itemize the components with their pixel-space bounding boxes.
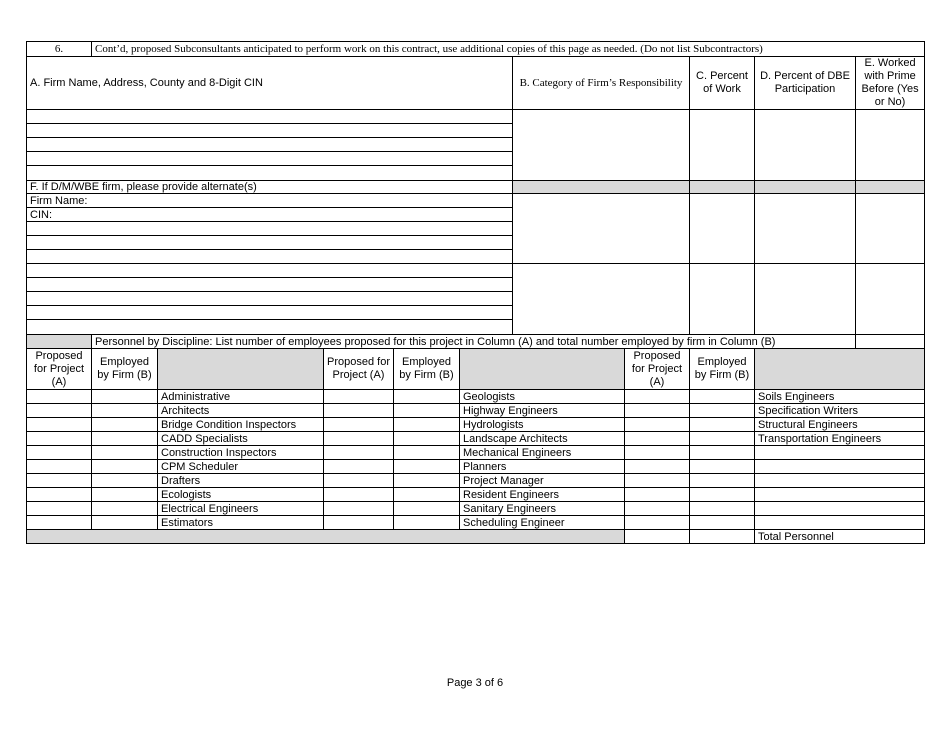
employed-count-field[interactable] (92, 390, 158, 404)
proposed-count-field[interactable] (27, 390, 92, 404)
discipline-label: Drafters (158, 474, 324, 488)
proposed-count-field[interactable] (27, 474, 92, 488)
alternate-line[interactable] (27, 292, 513, 306)
proposed-count-field[interactable] (324, 446, 394, 460)
alternate-line[interactable] (27, 236, 513, 250)
proposed-count-field[interactable] (27, 432, 92, 446)
alternate-line[interactable] (27, 278, 513, 292)
header-proposed-for-project: Proposed for Project (A) (27, 349, 92, 390)
discipline-label: CADD Specialists (158, 432, 324, 446)
discipline-label: Structural Engineers (755, 418, 925, 432)
discipline-label: Bridge Condition Inspectors (158, 418, 324, 432)
discipline-label: Construction Inspectors (158, 446, 324, 460)
proposed-count-field[interactable] (625, 502, 690, 516)
shaded-cell (27, 530, 625, 544)
discipline-label: Electrical Engineers (158, 502, 324, 516)
proposed-count-field[interactable] (324, 516, 394, 530)
discipline-label: Mechanical Engineers (460, 446, 625, 460)
header-percent-work: C. Percent of Work (690, 57, 755, 110)
discipline-label (755, 502, 925, 516)
proposed-count-field[interactable] (324, 418, 394, 432)
alternate-line[interactable] (27, 222, 513, 236)
discipline-label: Specification Writers (755, 404, 925, 418)
employed-count-field[interactable] (394, 488, 460, 502)
alternate-percent-work-field[interactable] (690, 194, 755, 264)
discipline-label: Soils Engineers (755, 390, 925, 404)
employed-count-field[interactable] (690, 432, 755, 446)
employed-count-field[interactable] (690, 460, 755, 474)
discipline-label (755, 446, 925, 460)
header-proposed-for-project: Proposed for Project (A) (625, 349, 690, 390)
discipline-label: Administrative (158, 390, 324, 404)
alternate-cin-field[interactable]: CIN: (27, 208, 513, 222)
page-number: Page 3 of 6 (446, 677, 504, 689)
proposed-count-field[interactable] (625, 446, 690, 460)
discipline-label: Ecologists (158, 488, 324, 502)
firm-line[interactable] (27, 152, 513, 166)
employed-count-field[interactable] (690, 502, 755, 516)
employed-count-field[interactable] (394, 446, 460, 460)
proposed-count-field[interactable] (625, 418, 690, 432)
shaded-cell (755, 349, 925, 390)
proposed-count-field[interactable] (27, 460, 92, 474)
proposed-count-field[interactable] (625, 474, 690, 488)
employed-count-field[interactable] (92, 488, 158, 502)
employed-count-field[interactable] (690, 404, 755, 418)
proposed-count-field[interactable] (27, 516, 92, 530)
alternate-percent-work-field[interactable] (690, 264, 755, 335)
header-firm-name: A. Firm Name, Address, County and 8-Digit CIN (27, 57, 513, 110)
alternate-worked-before-field[interactable] (856, 194, 925, 264)
proposed-count-field[interactable] (27, 418, 92, 432)
firm-line[interactable] (27, 110, 513, 124)
discipline-row (27, 432, 925, 446)
discipline-rows (27, 390, 925, 530)
firm-percent-work-field[interactable] (690, 110, 755, 181)
alternate-category-field[interactable] (513, 264, 690, 335)
proposed-count-field[interactable] (27, 502, 92, 516)
proposed-count-field[interactable] (324, 460, 394, 474)
header-employed-by-firm: Employed by Firm (B) (690, 349, 755, 390)
employed-count-field[interactable] (690, 446, 755, 460)
employed-count-field[interactable] (394, 502, 460, 516)
shaded-cell (513, 181, 690, 194)
header-employed-by-firm: Employed by Firm (B) (394, 349, 460, 390)
discipline-label: Planners (460, 460, 625, 474)
discipline-row (27, 446, 925, 460)
employed-count-field[interactable] (394, 474, 460, 488)
personnel-heading: Personnel by Discipline: List number of employees proposed for this project in Column (A) and total number employed by firm in Column (B) (92, 335, 856, 349)
header-worked-with-prime: E. Worked with Prime Before (Yes or No) (856, 57, 925, 110)
proposed-count-field[interactable] (625, 404, 690, 418)
discipline-label (755, 488, 925, 502)
total-personnel-label: Total Personnel (755, 530, 925, 544)
discipline-label: CPM Scheduler (158, 460, 324, 474)
employed-count-field[interactable] (690, 390, 755, 404)
proposed-count-field[interactable] (625, 488, 690, 502)
employed-count-field[interactable] (690, 516, 755, 530)
proposed-count-field[interactable] (625, 432, 690, 446)
shaded-cell (755, 181, 856, 194)
discipline-row (27, 502, 925, 516)
discipline-label: Architects (158, 404, 324, 418)
total-employed-field[interactable] (690, 530, 755, 544)
employed-count-field[interactable] (92, 404, 158, 418)
alternate-dbe-field[interactable] (755, 194, 856, 264)
shaded-cell (856, 181, 925, 194)
shaded-cell (690, 181, 755, 194)
empty-cell (856, 335, 925, 349)
discipline-label (755, 516, 925, 530)
proposed-count-field[interactable] (324, 404, 394, 418)
header-proposed-for-project: Proposed for Project (A) (324, 349, 394, 390)
discipline-row (27, 474, 925, 488)
firm-category-field[interactable] (513, 110, 690, 181)
alternate-dbe-field[interactable] (755, 264, 856, 335)
proposed-count-field[interactable] (27, 404, 92, 418)
proposed-count-field[interactable] (324, 502, 394, 516)
total-proposed-field[interactable] (625, 530, 690, 544)
discipline-label: Scheduling Engineer (460, 516, 625, 530)
firm-worked-before-field[interactable] (856, 110, 925, 181)
discipline-row (27, 404, 925, 418)
section-title: Cont’d, proposed Subconsultants anticipated to perform work on this contract, use additional copies of this page as needed. (Do not list Subcontractors) (92, 42, 925, 57)
header-dbe-participation: D. Percent of DBE Participation (755, 57, 856, 110)
header-employed-by-firm: Employed by Firm (B) (92, 349, 158, 390)
alternate-line[interactable] (27, 320, 513, 335)
employed-count-field[interactable] (394, 418, 460, 432)
employed-count-field[interactable] (92, 460, 158, 474)
alternate-worked-before-field[interactable] (856, 264, 925, 335)
discipline-label: Sanitary Engineers (460, 502, 625, 516)
employed-count-field[interactable] (92, 418, 158, 432)
discipline-label (755, 460, 925, 474)
discipline-label: Transportation Engineers (755, 432, 925, 446)
subconsultant-form (26, 41, 925, 544)
employed-count-field[interactable] (394, 432, 460, 446)
alternate-label: F. If D/M/WBE firm, please provide alternate(s) (27, 181, 513, 194)
discipline-label: Resident Engineers (460, 488, 625, 502)
discipline-row (27, 460, 925, 474)
proposed-count-field[interactable] (625, 460, 690, 474)
alternate-firm-name-field[interactable]: Firm Name: (27, 194, 513, 208)
alternate-line[interactable] (27, 306, 513, 320)
proposed-count-field[interactable] (324, 432, 394, 446)
discipline-label: Project Manager (460, 474, 625, 488)
firm-line[interactable] (27, 138, 513, 152)
proposed-count-field[interactable] (625, 390, 690, 404)
shaded-cell (158, 349, 324, 390)
header-category: B. Category of Firm’s Responsibility (513, 57, 690, 110)
proposed-count-field[interactable] (324, 488, 394, 502)
discipline-label: Hydrologists (460, 418, 625, 432)
discipline-label: Estimators (158, 516, 324, 530)
alternate-category-field[interactable] (513, 194, 690, 264)
proposed-count-field[interactable] (27, 446, 92, 460)
employed-count-field[interactable] (92, 516, 158, 530)
employed-count-field[interactable] (92, 502, 158, 516)
discipline-label: Landscape Architects (460, 432, 625, 446)
discipline-label: Geologists (460, 390, 625, 404)
discipline-row (27, 516, 925, 530)
alternate-line[interactable] (27, 250, 513, 264)
firm-line[interactable] (27, 166, 513, 181)
discipline-row (27, 488, 925, 502)
employed-count-field[interactable] (92, 432, 158, 446)
shaded-cell (460, 349, 625, 390)
alternate-line[interactable] (27, 264, 513, 278)
employed-count-field[interactable] (394, 390, 460, 404)
firm-line[interactable] (27, 124, 513, 138)
employed-count-field[interactable] (92, 474, 158, 488)
section-number: 6. (27, 42, 92, 57)
employed-count-field[interactable] (394, 516, 460, 530)
proposed-count-field[interactable] (324, 474, 394, 488)
employed-count-field[interactable] (394, 460, 460, 474)
employed-count-field[interactable] (690, 474, 755, 488)
proposed-count-field[interactable] (27, 488, 92, 502)
firm-dbe-field[interactable] (755, 110, 856, 181)
proposed-count-field[interactable] (324, 390, 394, 404)
proposed-count-field[interactable] (625, 516, 690, 530)
employed-count-field[interactable] (690, 418, 755, 432)
discipline-label: Highway Engineers (460, 404, 625, 418)
employed-count-field[interactable] (394, 404, 460, 418)
discipline-row (27, 418, 925, 432)
employed-count-field[interactable] (92, 446, 158, 460)
discipline-label (755, 474, 925, 488)
discipline-row (27, 390, 925, 404)
employed-count-field[interactable] (690, 488, 755, 502)
shaded-cell (27, 335, 92, 349)
